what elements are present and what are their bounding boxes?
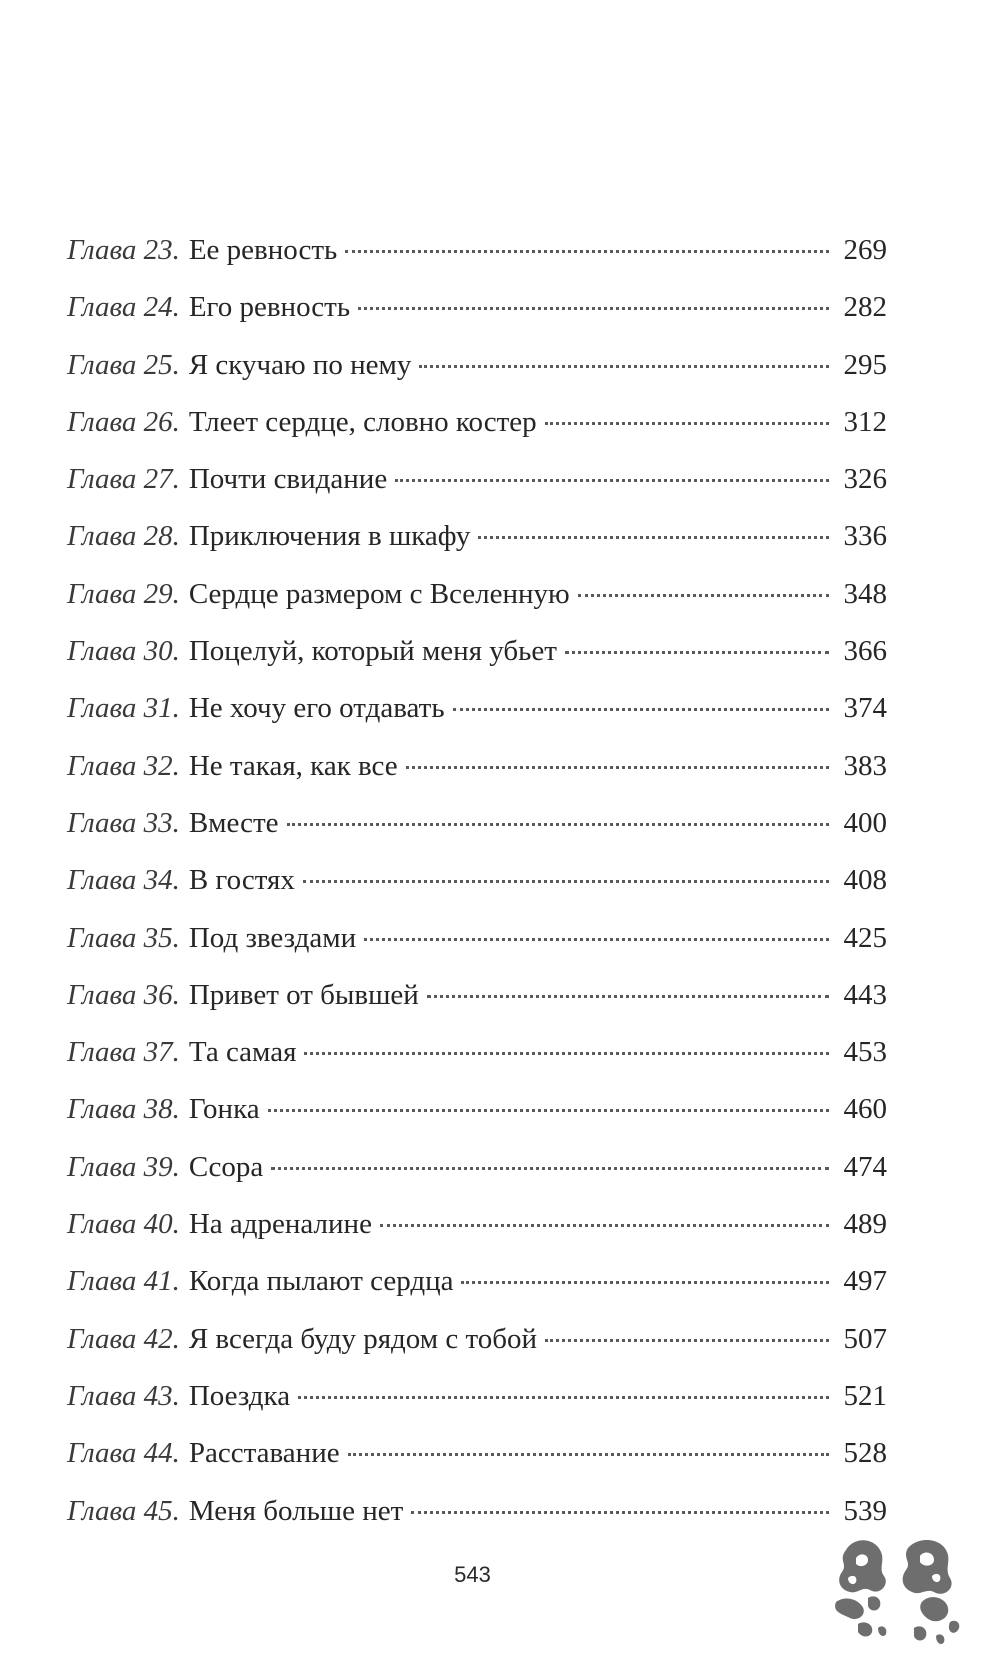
chapter-page-number: 374 [843,692,887,725]
chapter-title: На адреналине [188,1208,372,1241]
chapter-title: Под звездами [188,921,357,954]
chapter-title: Меня больше нет [188,1494,404,1527]
toc-entry [67,680,887,737]
chapter-label: Глава 26. [67,405,180,438]
dot-leader [380,1224,829,1227]
chapter-title: Его ревность [188,291,351,324]
chapter-label: Глава 23. [67,234,180,266]
chapter-label: Глава 37. [67,1036,180,1069]
dot-leader [303,880,829,883]
chapter-label: Глава 27. [67,463,180,496]
chapter-title: Я всегда буду рядом с тобой [188,1322,538,1355]
chapter-label: Глава 38. [67,1093,180,1126]
dot-leader [453,708,829,711]
chapter-title: Ссора [188,1150,264,1183]
chapter-label: Глава 24. [67,291,180,324]
chapter-label: Глава 42. [67,1322,180,1355]
toc-entry [67,910,887,967]
chapter-title: Сердце размером с Вселенную [188,577,570,610]
toc-entry [67,795,887,852]
chapter-label: Глава 31. [67,692,180,725]
toc-entry [67,451,887,508]
chapter-title: Я скучаю по нему [188,348,412,381]
toc-entry [67,337,887,394]
dot-leader [268,1109,829,1112]
chapter-page-number: 521 [843,1379,887,1412]
chapter-page-number: 383 [843,749,887,782]
chapter-title: Приключения в шкафу [188,520,471,553]
chapter-page-number: 453 [843,1036,887,1069]
dot-leader [395,479,829,482]
chapter-label: Глава 25. [67,348,180,381]
chapter-title: Почти свидание [188,463,388,496]
chapter-title: Не хочу его отдавать [188,692,445,725]
chapter-title: Та самая [188,1036,297,1069]
chapter-label: Глава 29. [67,577,180,610]
dot-leader [545,1339,829,1342]
toc-entry [67,852,887,909]
toc-entry [67,1139,887,1196]
dot-leader [406,766,829,769]
dot-leader [304,1052,829,1055]
chapter-label: Глава 35. [67,921,180,954]
toc-entry [67,1425,887,1482]
chapter-page-number: 528 [843,1437,887,1470]
toc-entry [67,1253,887,1310]
toc-entry [67,1368,887,1425]
chapter-title: В гостях [188,864,295,897]
chapter-title: Тлеет сердце, словно костер [188,405,537,438]
chapter-page-number: 295 [843,348,887,381]
toc-entry [67,623,887,680]
dot-leader [271,1167,829,1170]
chapter-title: Расставание [188,1437,340,1470]
chapter-label: Глава 32. [67,749,180,782]
dot-leader [419,365,829,368]
dot-leader [345,250,829,253]
toc-entry [67,394,887,451]
toc-entry [67,1196,887,1253]
chapter-page-number: 326 [843,463,887,496]
toc-entry [67,566,887,623]
chapter-page-number: 269 [843,234,887,266]
chapter-label: Глава 40. [67,1208,180,1241]
dot-leader [358,307,829,310]
toc-entry [67,1024,887,1081]
toc-entry [67,967,887,1024]
toc-entry [67,508,887,565]
chapter-page-number: 348 [843,577,887,610]
chapter-page-number: 497 [843,1265,887,1298]
chapter-label: Глава 33. [67,806,180,839]
toc-entry [67,1311,887,1368]
dot-leader [298,1396,829,1399]
ornament-icon [828,1532,968,1652]
chapter-page-number: 400 [843,806,887,839]
toc-entry [67,738,887,795]
chapter-title: Поцелуй, который меня убьет [188,635,557,668]
chapter-page-number: 425 [843,921,887,954]
chapter-label: Глава 28. [67,520,180,553]
chapter-title: Привет от бывшей [188,978,419,1011]
chapter-label: Глава 44. [67,1437,180,1470]
chapter-page-number: 366 [843,635,887,668]
chapter-title: Не такая, как все [188,749,398,782]
dot-leader [478,536,829,539]
chapter-title: Вместе [188,806,279,839]
toc-entry [67,1081,887,1138]
chapter-page-number: 443 [843,978,887,1011]
chapter-label: Глава 39. [67,1150,180,1183]
chapter-page-number: 507 [843,1322,887,1355]
chapter-page-number: 336 [843,520,887,553]
toc-entry [67,1483,887,1540]
chapter-page-number: 489 [843,1208,887,1241]
chapter-page-number: 539 [843,1494,887,1527]
chapter-page-number: 474 [843,1150,887,1183]
chapter-page-number: 408 [843,864,887,897]
dot-leader [287,823,829,826]
chapter-label: Глава 41. [67,1265,180,1298]
chapter-page-number: 282 [843,291,887,324]
chapter-label: Глава 43. [67,1379,180,1412]
dot-leader [565,651,829,654]
chapter-page-number: 312 [843,405,887,438]
chapter-title: Когда пылают сердца [188,1265,454,1298]
dot-leader [411,1511,829,1514]
chapter-title: Гонка [188,1093,260,1126]
dot-leader [578,594,829,597]
dot-leader [545,422,829,425]
dot-leader [348,1453,829,1456]
chapter-label: Глава 36. [67,978,180,1011]
chapter-label: Глава 45. [67,1494,180,1527]
chapter-title: Ее ревность [188,234,338,266]
chapter-title: Поездка [188,1379,291,1412]
page-number: 543 [454,1562,491,1587]
dot-leader [364,938,829,941]
toc-entry [67,279,887,336]
dot-leader [427,995,829,998]
chapter-label: Глава 34. [67,864,180,897]
dot-leader [461,1281,829,1284]
table-of-contents [67,222,887,1540]
chapter-label: Глава 30. [67,635,180,668]
chapter-page-number: 460 [843,1093,887,1126]
toc-entry [67,222,887,279]
